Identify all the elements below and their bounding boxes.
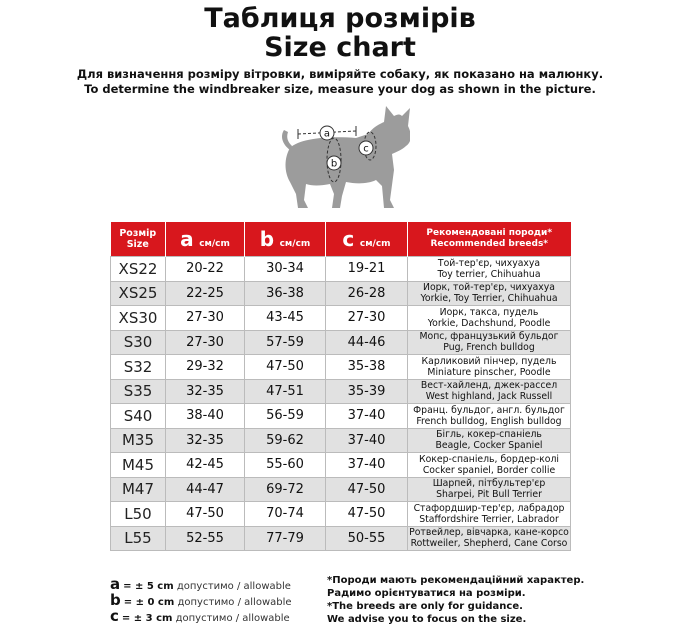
size-cell: XS25 bbox=[111, 281, 166, 306]
a-cell: 42-45 bbox=[166, 453, 245, 478]
breed-note-uk-1: *Породи мають рекомендаційний характер. bbox=[327, 575, 585, 586]
dog-silhouette-icon bbox=[282, 106, 410, 208]
a-cell: 27-30 bbox=[166, 306, 245, 331]
c-cell: 37-40 bbox=[326, 404, 408, 429]
breed-note-en-2: We advise you to focus on the size. bbox=[327, 614, 527, 625]
table-row bbox=[111, 453, 571, 478]
c-cell: 26-28 bbox=[326, 281, 408, 306]
b-cell: 47-51 bbox=[245, 379, 326, 404]
size-cell: M47 bbox=[111, 477, 166, 502]
breed-cell: Мопс, французький бульдог Pug, French bulldog bbox=[408, 330, 571, 355]
tolerance-c: c = ± 3 cm допустимо / allowable bbox=[110, 607, 290, 625]
b-cell: 36-38 bbox=[245, 281, 326, 306]
tolerance-a: a = ± 5 cm допустимо / allowable bbox=[110, 575, 291, 593]
size-cell: XS30 bbox=[111, 306, 166, 331]
a-cell: 29-32 bbox=[166, 355, 245, 380]
a-cell: 32-35 bbox=[166, 428, 245, 453]
b-cell: 47-50 bbox=[245, 355, 326, 380]
b-cell: 43-45 bbox=[245, 306, 326, 331]
size-cell: L55 bbox=[111, 526, 166, 551]
a-cell: 22-25 bbox=[166, 281, 245, 306]
a-cell: 20-22 bbox=[166, 257, 245, 282]
table-row bbox=[111, 379, 571, 404]
header-size: Розмір Size bbox=[111, 222, 166, 257]
dog-measurement-diagram bbox=[270, 100, 410, 220]
table-row bbox=[111, 404, 571, 429]
table-row bbox=[111, 355, 571, 380]
table-row bbox=[111, 502, 571, 527]
a-cell: 52-55 bbox=[166, 526, 245, 551]
title-english: Size chart bbox=[264, 32, 416, 63]
size-cell: L50 bbox=[111, 502, 166, 527]
table-row bbox=[111, 257, 571, 282]
a-cell: 44-47 bbox=[166, 477, 245, 502]
a-cell: 27-30 bbox=[166, 330, 245, 355]
instruction-english: To determine the windbreaker size, measure your dog as shown in the picture. bbox=[84, 82, 596, 96]
c-cell: 50-55 bbox=[326, 526, 408, 551]
breed-cell: Бігль, кокер-спаніель Beagle, Cocker Spaniel bbox=[408, 428, 571, 453]
header-b: b см/cm bbox=[245, 222, 326, 257]
header-c: c см/cm bbox=[326, 222, 408, 257]
table-row bbox=[111, 281, 571, 306]
b-cell: 55-60 bbox=[245, 453, 326, 478]
size-cell: XS22 bbox=[111, 257, 166, 282]
c-cell: 47-50 bbox=[326, 502, 408, 527]
table-row bbox=[111, 428, 571, 453]
size-cell: S40 bbox=[111, 404, 166, 429]
c-cell: 47-50 bbox=[326, 477, 408, 502]
breed-note-en-1: *The breeds are only for guidance. bbox=[327, 601, 523, 612]
breed-cell: Франц. бульдог, англ. бульдог French bulldog, English bulldog bbox=[408, 404, 571, 429]
size-cell: S30 bbox=[111, 330, 166, 355]
size-cell: M45 bbox=[111, 453, 166, 478]
header-a: a см/cm bbox=[166, 222, 245, 257]
header-breeds: Рекомендовані породи* Recommended breeds* bbox=[408, 222, 571, 257]
size-cell: M35 bbox=[111, 428, 166, 453]
breed-cell: Кокер-спаніель, бордер-колі Cocker spaniel, Border collie bbox=[408, 453, 571, 478]
table-row bbox=[111, 477, 571, 502]
breed-cell: Стафордшир-тер'єр, лабрадор Staffordshire Terrier, Labrador bbox=[408, 502, 571, 527]
b-cell: 59-62 bbox=[245, 428, 326, 453]
label-c: c bbox=[363, 143, 369, 155]
table-header-row bbox=[111, 222, 571, 257]
a-cell: 38-40 bbox=[166, 404, 245, 429]
b-cell: 56-59 bbox=[245, 404, 326, 429]
b-cell: 77-79 bbox=[245, 526, 326, 551]
breed-cell: Йорк, такса, пудель Yorkie, Dachshund, Poodle bbox=[408, 306, 571, 331]
breed-note-uk-2: Радимо орієнтуватися на розміри. bbox=[327, 588, 526, 599]
breed-cell: Карликовий пінчер, пудель Miniature pinscher, Poodle bbox=[408, 355, 571, 380]
size-table bbox=[110, 222, 571, 551]
size-cell: S32 bbox=[111, 355, 166, 380]
breed-cell: Ротвейлер, вівчарка, кане-корсо Rottweiler, Shepherd, Cane Corso bbox=[409, 527, 569, 550]
c-cell: 19-21 bbox=[326, 257, 408, 282]
breed-cell: Вест-хайленд, джек-рассел West highland, Jack Russell bbox=[408, 379, 571, 404]
label-b: b bbox=[330, 158, 338, 170]
a-cell: 47-50 bbox=[166, 502, 245, 527]
title-ukrainian: Таблиця розмірів bbox=[204, 3, 476, 34]
breed-cell: Шарпей, пітбультер'єр Sharpei, Pit Bull Terrier bbox=[408, 477, 571, 502]
instruction-ukrainian: Для визначення розміру вітровки, виміряйте собаку, як показано на малюнку. bbox=[76, 67, 604, 81]
b-cell: 70-74 bbox=[245, 502, 326, 527]
size-cell: S35 bbox=[111, 379, 166, 404]
breed-cell: Той-тер'єр, чихуахуа Toy terrier, Chihuahua bbox=[408, 257, 571, 282]
c-cell: 37-40 bbox=[326, 453, 408, 478]
label-a: a bbox=[323, 128, 331, 140]
c-cell: 35-39 bbox=[326, 379, 408, 404]
table-row bbox=[111, 330, 571, 355]
tolerance-b: b = ± 0 cm допустимо / allowable bbox=[110, 591, 292, 609]
table-row bbox=[111, 306, 571, 331]
c-cell: 44-46 bbox=[326, 330, 408, 355]
c-cell: 37-40 bbox=[326, 428, 408, 453]
b-cell: 69-72 bbox=[245, 477, 326, 502]
b-cell: 30-34 bbox=[245, 257, 326, 282]
c-cell: 27-30 bbox=[326, 306, 408, 331]
table-row bbox=[111, 526, 571, 551]
b-cell: 57-59 bbox=[245, 330, 326, 355]
a-cell: 32-35 bbox=[166, 379, 245, 404]
breed-cell: Йорк, той-тер'єр, чихуахуа Yorkie, Toy Terrier, Chihuahua bbox=[408, 281, 571, 306]
c-cell: 35-38 bbox=[326, 355, 408, 380]
